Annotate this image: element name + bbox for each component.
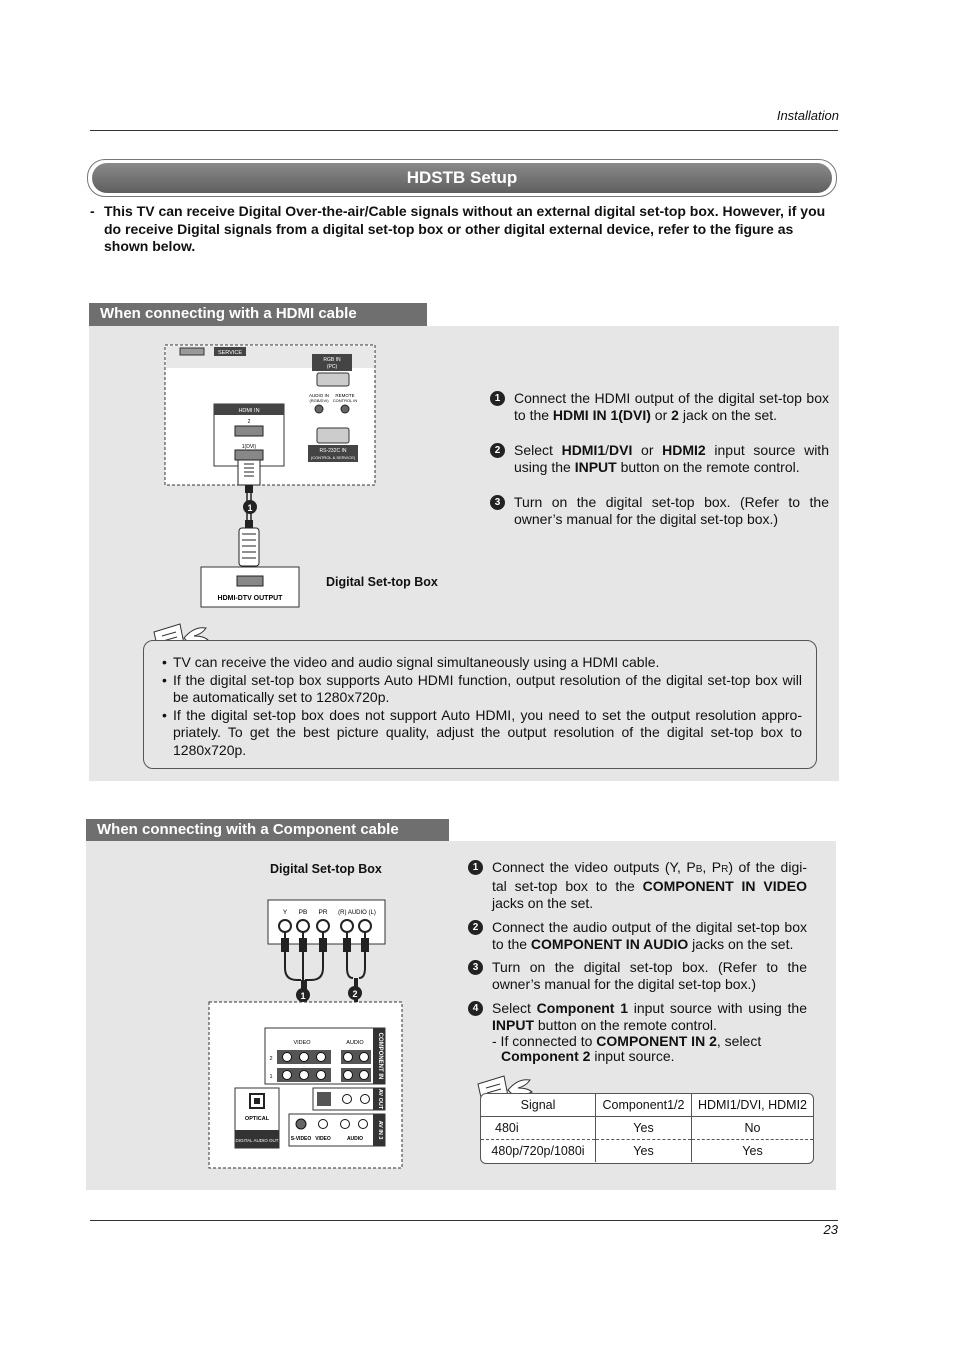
hdmi-step-3: 3 Turn on the digital set-top box. (Refer to the owner’s manual for the digital set-top box.) (490, 494, 829, 528)
audio-in-label: AUDIO IN (308, 393, 330, 398)
hdmi-port-2-label: 2 (247, 419, 251, 425)
footer-rule (90, 1220, 838, 1221)
component-video-cable-number: 1 (300, 991, 306, 1001)
table-cell: Yes (596, 1140, 692, 1163)
hdmi-dtv-output-label: HDMI-DTV OUTPUT (217, 595, 283, 602)
hdmi-step-1: 1 Connect the HDMI output of the digital set-top box to the HDMI IN 1(DVI) or 2 jack on the set. (490, 390, 829, 424)
table-header-cell: Signal (481, 1094, 596, 1117)
component-in-vertical-label: COMPONENT IN (377, 1032, 383, 1080)
component-row-2-label: 2 (269, 1056, 273, 1062)
component-connection-diagram (205, 898, 405, 1170)
y-jack-label: Y (282, 909, 288, 916)
pr-jack-label: PR (318, 909, 328, 916)
component-steps (468, 859, 807, 1064)
component-step-1: 1 Connect the video outputs (Y, PB, PR) of the digi-tal set-top box to the COMPONENT IN VIDEO jacks on the set. (468, 859, 807, 912)
note-item: • TV can receive the video and audio signal simultaneously using a HDMI cable. (162, 654, 802, 672)
hdmi-set-top-box-caption: Digital Set-top Box (326, 575, 438, 589)
title-banner (87, 159, 837, 197)
page-title: HDSTB Setup (92, 163, 832, 193)
av-video-label: VIDEO (315, 1136, 331, 1142)
hdmi-step-2: 2 Select HDMI1/DVI or HDMI2 input source with using the INPUT button on the remote control. (490, 442, 829, 476)
intro-paragraph: - This TV can receive Digital Over-the-air/Cable signals without an external digital set-top box. However, if you do receive Digital signals from a digital set-top box or other digital external device, refer to the figure as shown below. (90, 203, 835, 256)
pb-jack-label: PB (298, 909, 308, 916)
signal-compatibility-table (480, 1093, 814, 1164)
rs232-label: RS-232C IN (319, 448, 347, 454)
table-cell: 480p/720p/1080i (491, 1144, 585, 1158)
hdmi-connection-diagram (160, 340, 380, 615)
note-item: • If the digital set-top box supports Auto HDMI function, output resolution of the digital set-top box will be automatically set to 1280x720p. (162, 672, 802, 707)
component-audio-label: AUDIO (346, 1040, 364, 1046)
table-cell: Yes (692, 1140, 814, 1163)
hdmi-port-1-label: 1(DVI) (241, 444, 257, 450)
component-step-4-subnote: - If connected to COMPONENT IN 2, select Component 2 input source. (492, 1033, 762, 1064)
service-label: SERVICE (217, 350, 243, 356)
audio-rl-label: (R) AUDIO (L) (338, 910, 376, 916)
optical-label: OPTICAL (244, 1116, 270, 1122)
av-in3-vertical-label: AV IN 3 (377, 1120, 383, 1140)
av-audio-label: AUDIO (346, 1136, 364, 1142)
component-step-3: 3 Turn on the digital set-top box. (Refer to the owner’s manual for the digital set-top box.) (468, 959, 807, 993)
component-audio-cable-number: 2 (352, 989, 358, 999)
digital-audio-out-label: DIGITAL AUDIO OUT (235, 1138, 279, 1143)
section-label: Installation (776, 108, 839, 123)
component-video-label: VIDEO (293, 1040, 311, 1046)
component-step-2: 2 Connect the audio output of the digital set-top box to the COMPONENT IN AUDIO jacks on the set. (468, 919, 807, 953)
av-out-vertical-label: AV OUT (377, 1088, 383, 1110)
rgb-in-pc-label: (PC) (326, 364, 338, 370)
rs232-sub-label: (CONTROL & SERVICE) (310, 455, 356, 460)
table-header-cell: Component1/2 (596, 1094, 692, 1117)
table-header-row (481, 1094, 813, 1117)
hdmi-notes-box (143, 640, 817, 769)
component-step-4: 4 Select Component 1 input source with using the INPUT button on the remote control. - If connected to COMPONENT IN 2, select Component 2 input source. (468, 1000, 807, 1064)
table-header-cell: HDMI1/DVI, HDMI2 (692, 1094, 814, 1117)
audio-in-sub-label: (RGB/DVI) (309, 398, 329, 403)
remote-sub-label: CONTROL IN (332, 398, 358, 403)
hdmi-steps (490, 390, 829, 546)
table-cell: No (692, 1117, 814, 1140)
page-number: 23 (823, 1222, 838, 1237)
note-item: • If the digital set-top box does not support Auto HDMI, you need to set the output resolution appro-priately. To get the best picture quality, adjust the output resolution of the digital set-top box to 1280x720p. (162, 707, 802, 760)
component-section-heading: When connecting with a Component cable (86, 819, 449, 841)
table-cell: 480i (481, 1117, 596, 1140)
hdmi-in-label: HDMI IN (238, 408, 260, 414)
hdmi-cable-number: 1 (247, 503, 253, 513)
svideo-label: S-VIDEO (290, 1136, 312, 1142)
table-row (481, 1117, 813, 1140)
intro-text: This TV can receive Digital Over-the-air/Cable signals without an external digital set-top box. However, if you do receive Digital signals from a digital set-top box or other digital external device, refer to the figure as shown below. (104, 203, 826, 254)
header-rule (90, 130, 838, 131)
rgb-in-label: RGB IN (323, 357, 341, 363)
hdmi-section-heading: When connecting with a HDMI cable (89, 303, 427, 326)
table-row (481, 1140, 813, 1163)
component-row-1-label: 1 (269, 1074, 273, 1080)
component-set-top-box-caption: Digital Set-top Box (270, 862, 382, 876)
table-cell: Yes (596, 1117, 692, 1140)
remote-label: REMOTE (335, 393, 355, 398)
